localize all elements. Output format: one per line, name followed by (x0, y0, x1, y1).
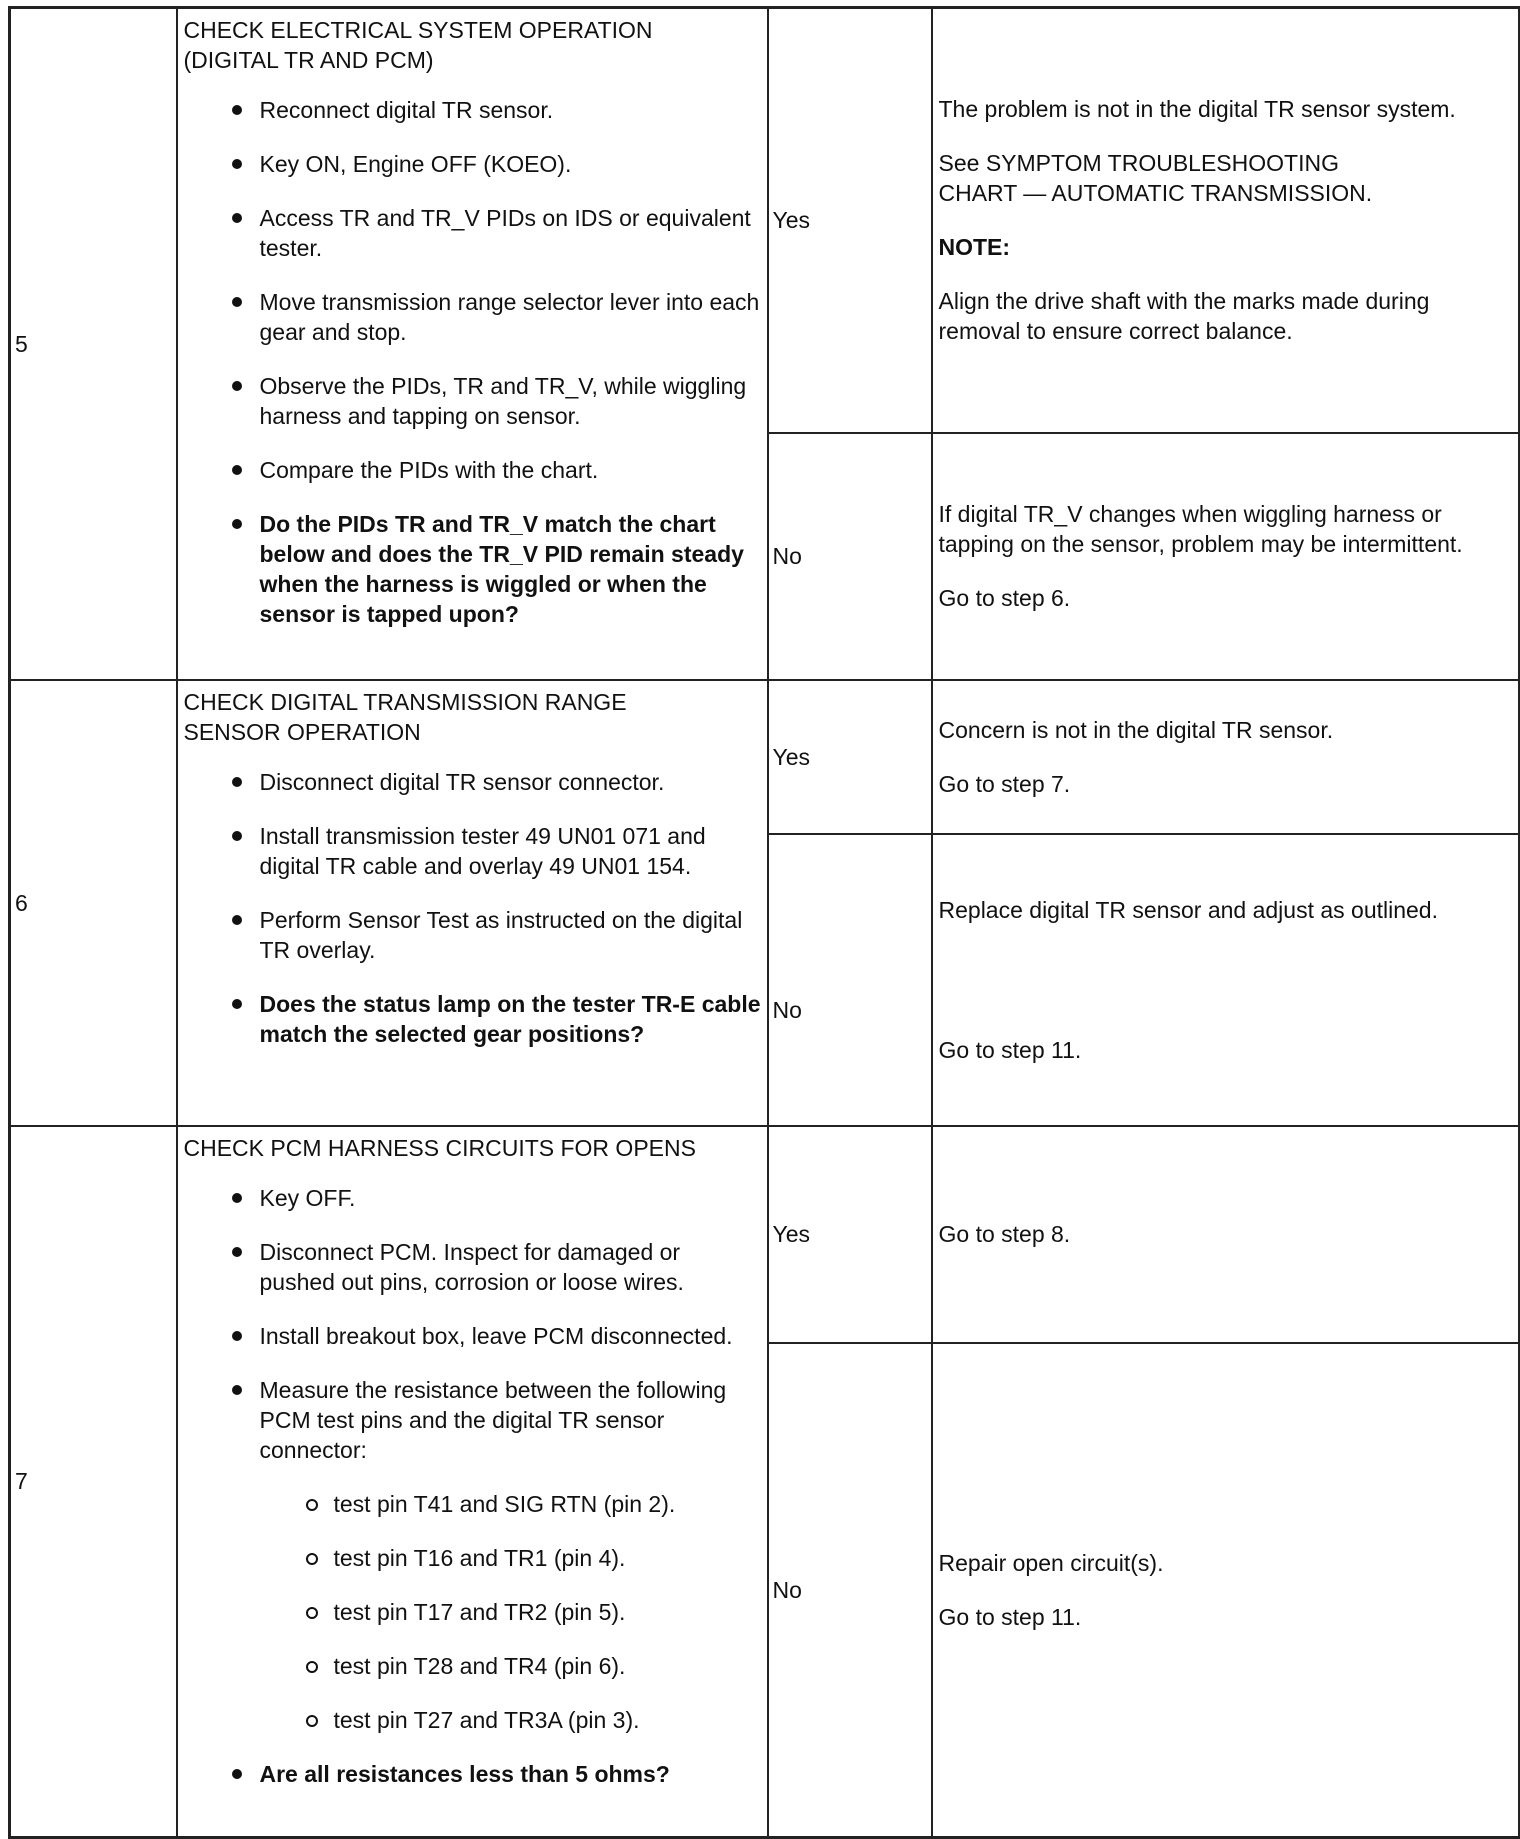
action-item: Reconnect digital TR sensor. (228, 95, 761, 125)
step-title: CHECK PCM HARNESS CIRCUITS FOR OPENS (183, 1134, 696, 1161)
yes-result (932, 1126, 1520, 1343)
result-text: The problem is not in the digital TR sensor system. (938, 96, 1456, 123)
step-title: CHECK DIGITAL TRANSMISSION RANGE SENSOR OPERATION (183, 688, 627, 745)
action-item: Key ON, Engine OFF (KOEO). (228, 149, 761, 179)
action-item: Key OFF. (228, 1183, 761, 1213)
result-text: Go to step 6. (938, 585, 1071, 611)
action-item: Disconnect PCM. Inspect for damaged or pushed out pins, corrosion or loose wires. (228, 1237, 761, 1297)
no-label: No (768, 1343, 932, 1838)
step-title: CHECK ELECTRICAL SYSTEM OPERATION (DIGITAL TR AND PCM) (183, 17, 653, 73)
step-action-cell (177, 8, 768, 680)
result-text: See SYMPTOM TROUBLESHOOTING CHART — AUTOMATIC TRANSMISSION. (938, 150, 1373, 207)
action-question: Does the status lamp on the tester TR-E cable match the selected gear positions? (228, 989, 761, 1049)
action-item: Access TR and TR_V PIDs on IDS or equivalent tester. (228, 203, 761, 263)
step-number: 5 (10, 8, 177, 680)
action-question: Do the PIDs TR and TR_V match the chart below and does the TR_V PID remain steady when the harness is wiggled or when the sensor is tapped upon? (228, 509, 761, 629)
action-item: Move transmission range selector lever into each gear and stop. (228, 287, 761, 347)
action-item: Compare the PIDs with the chart. (228, 455, 761, 485)
action-item: Observe the PIDs, TR and TR_V, while wiggling harness and tapping on sensor. (228, 371, 761, 431)
result-text: Replace digital TR sensor and adjust as outlined. (938, 896, 1438, 923)
diagnostic-table (8, 6, 1520, 1839)
action-list (184, 1183, 761, 1789)
sub-list (260, 1489, 761, 1735)
step-6-yes-row (10, 680, 1520, 834)
result-text: If digital TR_V changes when wiggling harness or tapping on the sensor, problem may be intermittent. (938, 501, 1463, 557)
sub-item: test pin T41 and SIG RTN (pin 2). (304, 1489, 761, 1519)
sub-item: test pin T16 and TR1 (pin 4). (304, 1543, 761, 1573)
action-item: Disconnect digital TR sensor connector. (228, 767, 761, 797)
sub-item: test pin T17 and TR2 (pin 5). (304, 1597, 761, 1627)
step-5-yes-row (10, 8, 1520, 433)
no-result (932, 834, 1520, 1126)
note-text: Align the drive shaft with the marks made during removal to ensure correct balance. (938, 288, 1430, 345)
action-question: Are all resistances less than 5 ohms? (228, 1759, 761, 1789)
action-item (228, 1375, 761, 1735)
yes-label: Yes (768, 8, 932, 433)
result-text: Go to step 11. (938, 1036, 1082, 1063)
action-list (184, 767, 761, 1049)
no-label: No (768, 433, 932, 680)
result-text: Concern is not in the digital TR sensor. (938, 716, 1334, 743)
note-label: NOTE: (938, 234, 1011, 261)
action-item: Install transmission tester 49 UN01 071 and digital TR cable and overlay 49 UN01 154. (228, 821, 761, 881)
no-result (932, 1343, 1520, 1838)
sub-item: test pin T27 and TR3A (pin 3). (304, 1705, 761, 1735)
action-text: Measure the resistance between the following PCM test pins and the digital TR sensor connector: (259, 1376, 727, 1463)
result-text: Repair open circuit(s). (938, 1549, 1164, 1576)
result-text: Go to step 7. (938, 770, 1071, 797)
yes-result (932, 680, 1520, 834)
step-7-yes-row (10, 1126, 1520, 1343)
action-item: Install breakout box, leave PCM disconnected. (228, 1321, 761, 1351)
yes-result (932, 8, 1520, 433)
result-text: Go to step 11. (938, 1603, 1082, 1630)
step-action-cell (177, 1126, 768, 1838)
step-action-cell (177, 680, 768, 1126)
action-list (184, 95, 761, 629)
sub-item: test pin T28 and TR4 (pin 6). (304, 1651, 761, 1681)
no-label: No (768, 834, 932, 1126)
yes-label: Yes (768, 680, 932, 834)
action-item: Perform Sensor Test as instructed on the digital TR overlay. (228, 905, 761, 965)
yes-label: Yes (768, 1126, 932, 1343)
result-text: Go to step 8. (938, 1221, 1071, 1247)
no-result (932, 433, 1520, 680)
step-number: 7 (10, 1126, 177, 1838)
step-number: 6 (10, 680, 177, 1126)
